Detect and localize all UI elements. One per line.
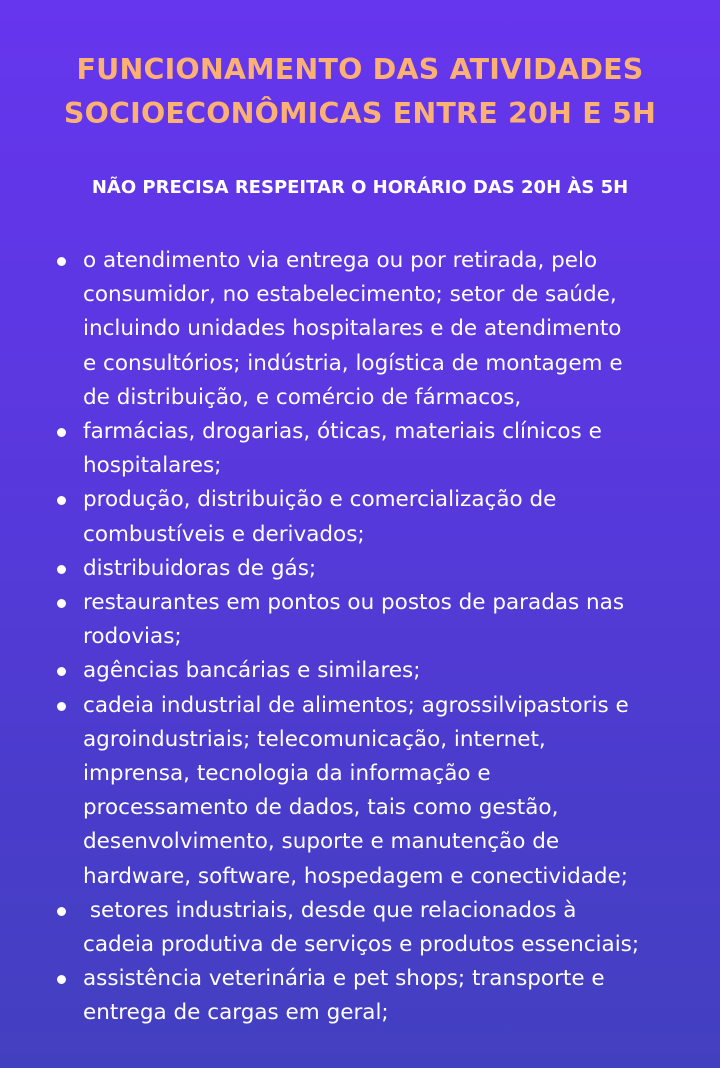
list-item-line: setores industriais, desde que relacionados à: [83, 897, 577, 923]
list-item: [53, 483, 693, 551]
list-item-line: incluindo unidades hospitalares e de atendimento: [83, 316, 622, 342]
list-item-line: o atendimento via entrega ou por retirada, pelo: [83, 248, 598, 273]
list-item-line: entrega de cargas em geral;: [83, 1000, 389, 1026]
list-item-line: farmácias, drogarias, óticas, materiais clínicos e: [83, 419, 602, 445]
bullet-icon: [57, 702, 66, 711]
list-item-line: e consultórios; indústria, logística de montagem e: [83, 350, 623, 376]
bullet-icon: [57, 565, 66, 574]
list-item: [53, 894, 693, 962]
bullet-icon: [57, 667, 66, 676]
list-item-line: de distribuição, e comércio de fármacos,: [83, 384, 522, 410]
activity-list: [53, 244, 693, 1031]
page-title: [0, 48, 720, 136]
bullet-icon: [57, 599, 66, 608]
list-item-line: agências bancárias e similares;: [83, 658, 421, 684]
list-item-line: hardware, software, hospedagem e conectividade;: [83, 863, 629, 889]
list-item-line: cadeia industrial de alimentos; agrossilvipastoris e: [83, 692, 629, 718]
list-item-line: distribuidoras de gás;: [83, 555, 317, 581]
list-item-line: hospitalares;: [83, 453, 222, 479]
list-item-line: agroindustriais; telecomunicação, internet,: [83, 726, 546, 752]
list-item-line: assistência veterinária e pet shops; transporte e: [83, 966, 605, 992]
list-item-line: imprensa, tecnologia da informação e: [83, 761, 491, 787]
list-item: [53, 244, 693, 415]
bullet-icon: [57, 496, 66, 505]
bullet-icon: [57, 907, 66, 916]
list-item: [53, 415, 693, 483]
title-line-1: FUNCIONAMENTO DAS ATIVIDADES: [76, 53, 644, 86]
list-item: [53, 962, 693, 1030]
list-item-line: desenvolvimento, suporte e manutenção de: [83, 829, 560, 855]
list-item-line: consumidor, no estabelecimento; setor de saúde,: [83, 282, 617, 308]
title-line-2: SOCIOECONÔMICAS ENTRE 20H E 5H: [63, 97, 657, 130]
subtitle: NÃO PRECISA RESPEITAR O HORÁRIO DAS 20H ÀS 5H: [91, 177, 629, 198]
list-item-line: rodovias;: [83, 624, 182, 650]
list-item-line: produção, distribuição e comercialização de: [83, 487, 557, 513]
list-item-line: processamento de dados, tais como gestão,: [83, 795, 559, 821]
list-item-line: cadeia produtiva de serviços e produtos essenciais;: [83, 932, 640, 958]
list-item: [53, 586, 693, 654]
list-item: [53, 552, 693, 586]
bullet-icon: [57, 428, 66, 437]
bullet-icon: [57, 975, 66, 984]
list-item: [53, 689, 693, 894]
list-item: [53, 654, 693, 688]
list-item-line: combustíveis e derivados;: [83, 521, 365, 547]
list-item-line: restaurantes em pontos ou postos de paradas nas: [83, 590, 625, 616]
bullet-icon: [57, 257, 66, 266]
